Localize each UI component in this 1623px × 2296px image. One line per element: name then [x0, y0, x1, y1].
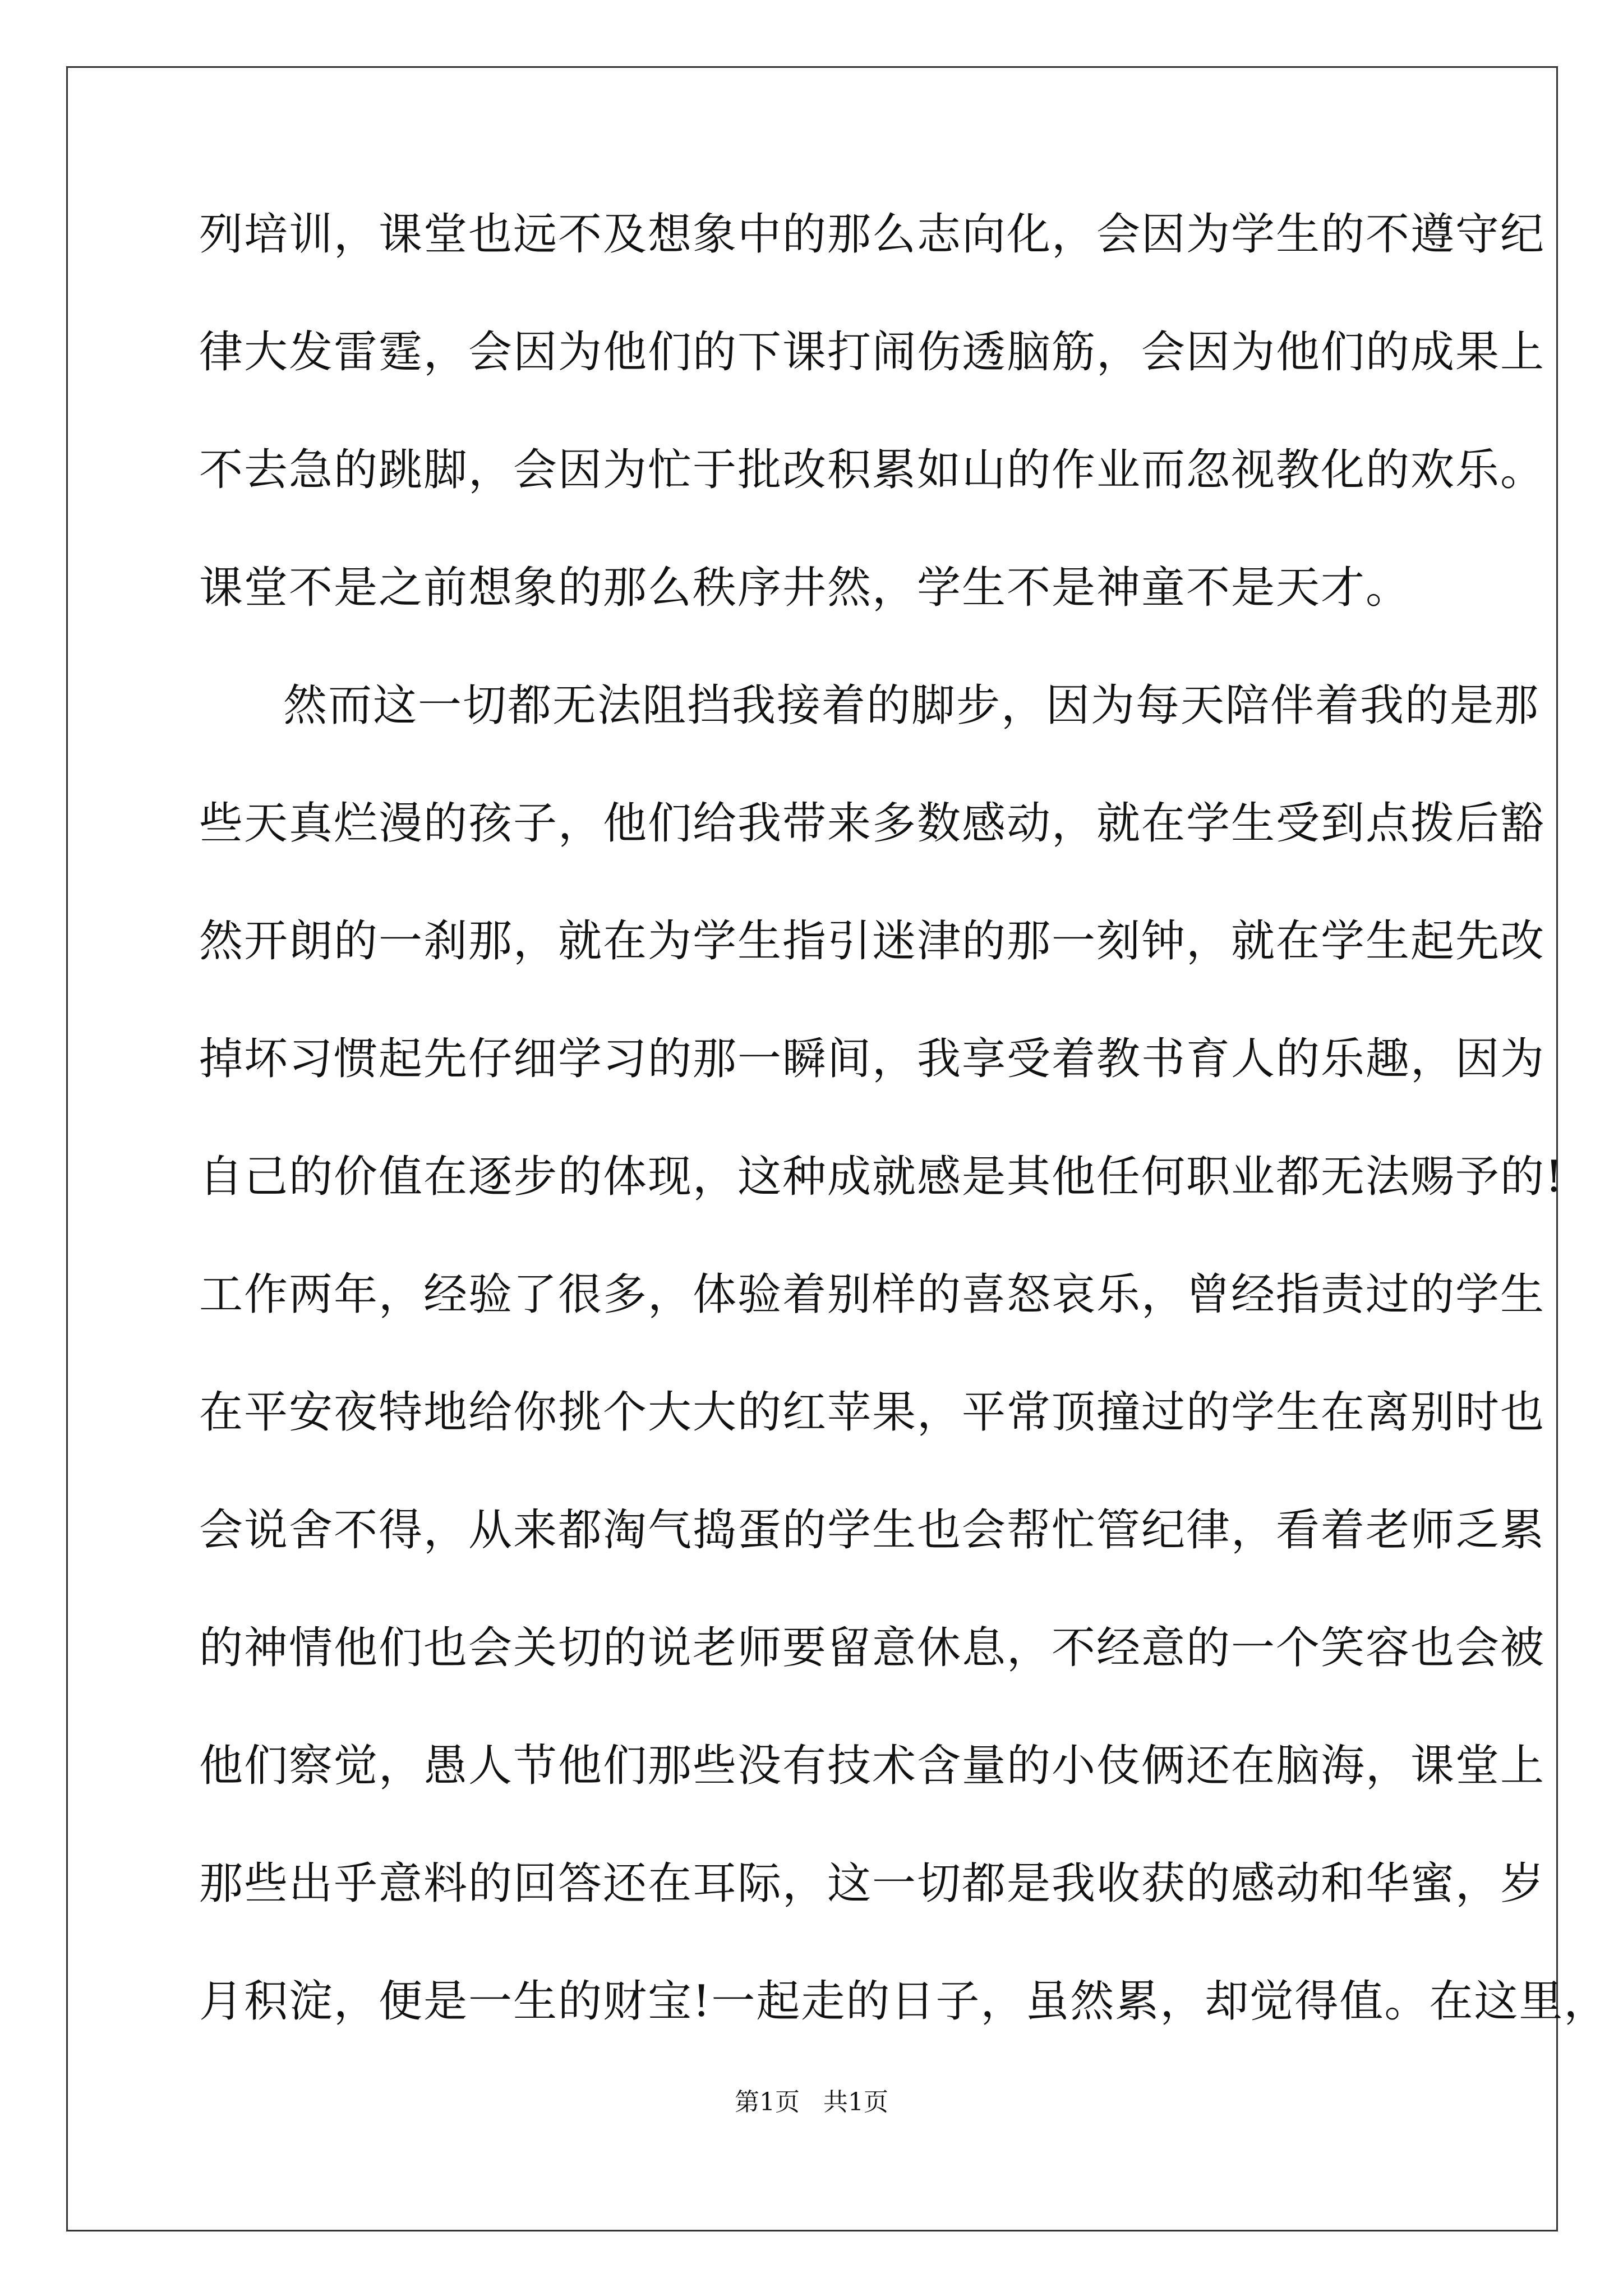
text-line: 会说舍不得，从来都淘气捣蛋的学生也会帮忙管纪律，看着老师乏累	[199, 1505, 1546, 1556]
text-line: 的神情他们也会关切的说老师要留意休息，不经意的一个笑容也会被	[199, 1623, 1546, 1673]
text-line: 自己的价值在逐步的体现，这种成就感是其他任何职业都无法赐予的!	[199, 1152, 1564, 1202]
text-line: 工作两年，经验了很多，体验着别样的喜怒哀乐，曾经指责过的学生	[199, 1269, 1546, 1320]
text-line: 律大发雷霆，会因为他们的下课打闹伤透脑筋，会因为他们的成果上	[199, 327, 1546, 378]
text-line: 不去急的跳脚，会因为忙于批改积累如山的作业而忽视教化的欢乐。	[199, 445, 1546, 495]
text-line: 课堂不是之前想象的那么秩序井然，学生不是神童不是天才。	[199, 563, 1411, 613]
text-line: 些天真烂漫的孩子，他们给我带来多数感动，就在学生受到点拨后豁	[199, 798, 1546, 849]
text-line: 列培训，课堂也远不及想象中的那么志向化，会因为学生的不遵守纪	[199, 209, 1546, 260]
text-line: 然开朗的一刹那，就在为学生指引迷津的那一刻钟，就在学生起先改	[199, 916, 1546, 967]
text-line: 他们察觉，愚人节他们那些没有技术含量的小伎俩还在脑海，课堂上	[199, 1741, 1546, 1791]
text-line: 在平安夜特地给你挑个大大的红苹果，平常顶撞过的学生在离别时也	[199, 1387, 1546, 1438]
text-line: 掉坏习惯起先仔细学习的那一瞬间，我享受着教书育人的乐趣，因为	[199, 1034, 1546, 1084]
page-footer: 第1页 共1页	[735, 2088, 888, 2116]
text-line: 那些出乎意料的回答还在耳际，这一切都是我收获的感动和华蜜，岁	[199, 1858, 1546, 1909]
text-line: 月积淀，便是一生的财宝!一起走的日子，虽然累，却觉得值。在这里，	[199, 1976, 1609, 2027]
text-line: 然而这一切都无法阻挡我接着的脚步，因为每天陪伴着我的是那	[283, 680, 1540, 731]
